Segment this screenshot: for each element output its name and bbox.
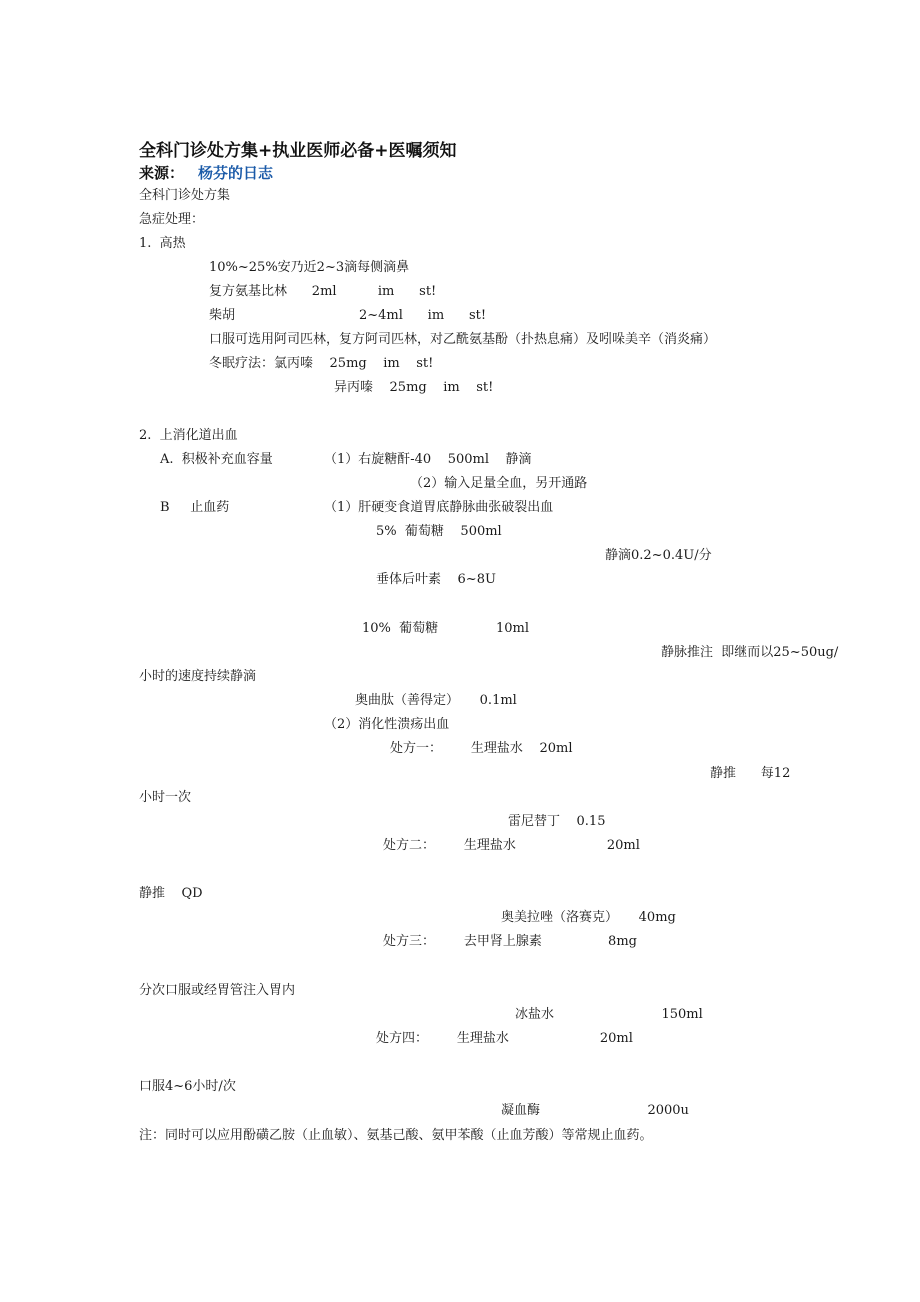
prescription-line: 静脉推注 即继而以25~50ug/ (661, 645, 839, 660)
source-author-link[interactable]: 杨芬的日志 (198, 164, 274, 182)
prescription-line: 处方四： 生理盐水 20ml (376, 1031, 633, 1046)
list-item: 2. 上消化道出血 (139, 428, 238, 443)
prescription-line: （2）消化性溃疡出血 (324, 717, 450, 732)
prescription-line: 冰盐水 150ml (515, 1007, 703, 1022)
list-item: 1. 高热 (139, 236, 186, 251)
prescription-line: 10%~25%安乃近2~3滴每侧滴鼻 (209, 260, 410, 275)
prescription-line: 静滴0.2~0.4U/分 (605, 548, 712, 563)
prescription-line: 10% 葡萄糖 10ml (362, 621, 530, 636)
prescription-line: 口服可选用阿司匹林，复方阿司匹林，对乙酰氨基酚（扑热息痛）及吲哚美辛（消炎痛） (209, 332, 717, 347)
prescription-line: 奥美拉唑（洛赛克） 40mg (501, 910, 676, 925)
prescription-line: 分次口服或经胃管注入胃内 (139, 983, 296, 998)
prescription-line: （2）输入足量全血，另开通路 (410, 476, 588, 491)
source-line (139, 162, 273, 183)
prescription-line: （1）右旋糖酐-40 500ml 静滴 (324, 452, 532, 467)
prescription-line: 小时一次 (139, 790, 192, 805)
source-label: 来源： (139, 164, 185, 182)
sub-heading: A. 积极补充血容量 (160, 452, 273, 467)
prescription-line: 处方二： 生理盐水 20ml (383, 838, 640, 853)
prescription-line: 处方一： 生理盐水 20ml (390, 741, 573, 756)
prescription-line: （1）肝硬变食道胃底静脉曲张破裂出血 (324, 500, 554, 515)
prescription-line: 异丙嗪 25mg im st! (334, 380, 494, 395)
prescription-line: 小时的速度持续静滴 (139, 669, 257, 684)
prescription-line: 冬眠疗法：氯丙嗪 25mg im st! (209, 356, 434, 371)
prescription-line: 处方三： 去甲肾上腺素 8mg (383, 934, 637, 949)
prescription-line: 静推 QD (139, 886, 203, 901)
prescription-line: 柴胡 2~4ml im st! (209, 308, 487, 323)
section-heading: 急症处理： (139, 212, 205, 227)
section-heading: 全科门诊处方集 (139, 188, 231, 203)
prescription-line: 奥曲肽（善得定） 0.1ml (355, 693, 517, 708)
sub-heading: B 止血药 (160, 500, 230, 515)
document-title: 全科门诊处方集+执业医师必备+医嘱须知 (139, 141, 457, 161)
prescription-line: 雷尼替丁 0.15 (508, 814, 606, 829)
prescription-line: 静推 每12 (710, 766, 791, 781)
prescription-line: 垂体后叶素 6~8U (376, 572, 496, 587)
prescription-line: 复方氨基比林 2ml im st! (209, 284, 437, 299)
prescription-line: 5% 葡萄糖 500ml (376, 524, 502, 539)
prescription-line: 凝血酶 2000u (501, 1103, 689, 1118)
prescription-line: 口服4~6小时/次 (139, 1079, 236, 1094)
note-line: 注：同时可以应用酚磺乙胺（止血敏）、氨基己酸、氨甲苯酸（止血芳酸）等常规止血药。 (139, 1128, 653, 1143)
